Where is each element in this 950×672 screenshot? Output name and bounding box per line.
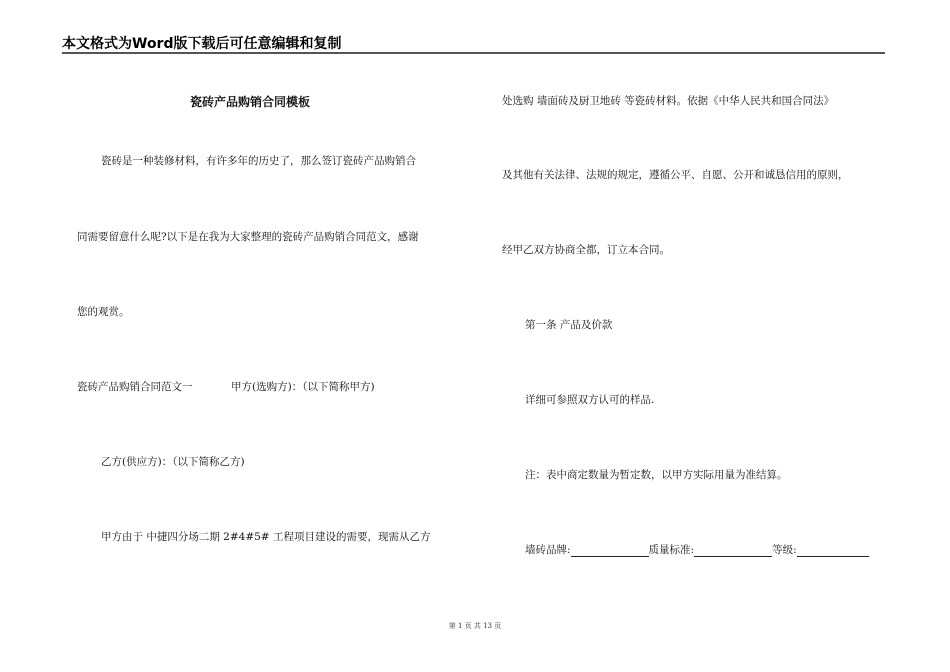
party-a-line: 甲方(选购方)：（以下简称甲方) — [231, 381, 375, 393]
brand-label: 墙砖品牌: — [525, 544, 571, 556]
right-paragraph-1: 处选购 墙面砖及厨卫地砖 等瓷砖材料。依据《中华人民共和国合同法》 — [502, 95, 835, 107]
banner-divider — [62, 52, 885, 54]
right-paragraph-3: 经甲乙双方协商全都，订立本合同。 — [502, 244, 670, 256]
sample-heading: 瓷砖产品购销合同范文一 — [77, 381, 193, 393]
article-1-heading: 第一条 产品及价款 — [525, 319, 613, 331]
grade-label: 等级: — [772, 544, 797, 556]
left-paragraph-6: 甲方由于 中捷四分场二期 2#4#5# 工程项目建设的需要，现需从乙方 — [101, 531, 431, 543]
grade-blank — [797, 544, 869, 557]
left-paragraph-2: 同需要留意什么呢?以下是在我为大家整理的瓷砖产品购销合同范文，感谢 — [77, 231, 419, 243]
page-number: 第 1 页 共 13 页 — [448, 622, 502, 630]
left-paragraph-3: 您的观赏。 — [77, 306, 130, 318]
fill-in-fields — [525, 543, 869, 557]
right-paragraph-6: 注：表中商定数量为暂定数，以甲方实际用量为准结算。 — [525, 469, 788, 481]
quality-blank — [694, 544, 772, 557]
quality-label: 质量标准: — [648, 544, 695, 556]
document-title: 瓷砖产品购销合同模板 — [190, 95, 311, 109]
right-paragraph-5: 详细可参照双方认可的样品. — [525, 394, 655, 406]
right-paragraph-2: 及其他有关法律、法规的规定，遵循公平、自愿、公开和诚恳信用的原则， — [502, 169, 849, 181]
brand-blank — [571, 544, 649, 557]
party-b-line: 乙方(供应方)：（以下简称乙方) — [101, 456, 245, 468]
left-paragraph-1: 瓷砖是一种装修材料，有许多年的历史了，那么签订瓷砖产品购销合 — [101, 155, 416, 167]
document-banner: 本文格式为Word版下载后可任意编辑和复制 — [62, 36, 342, 52]
